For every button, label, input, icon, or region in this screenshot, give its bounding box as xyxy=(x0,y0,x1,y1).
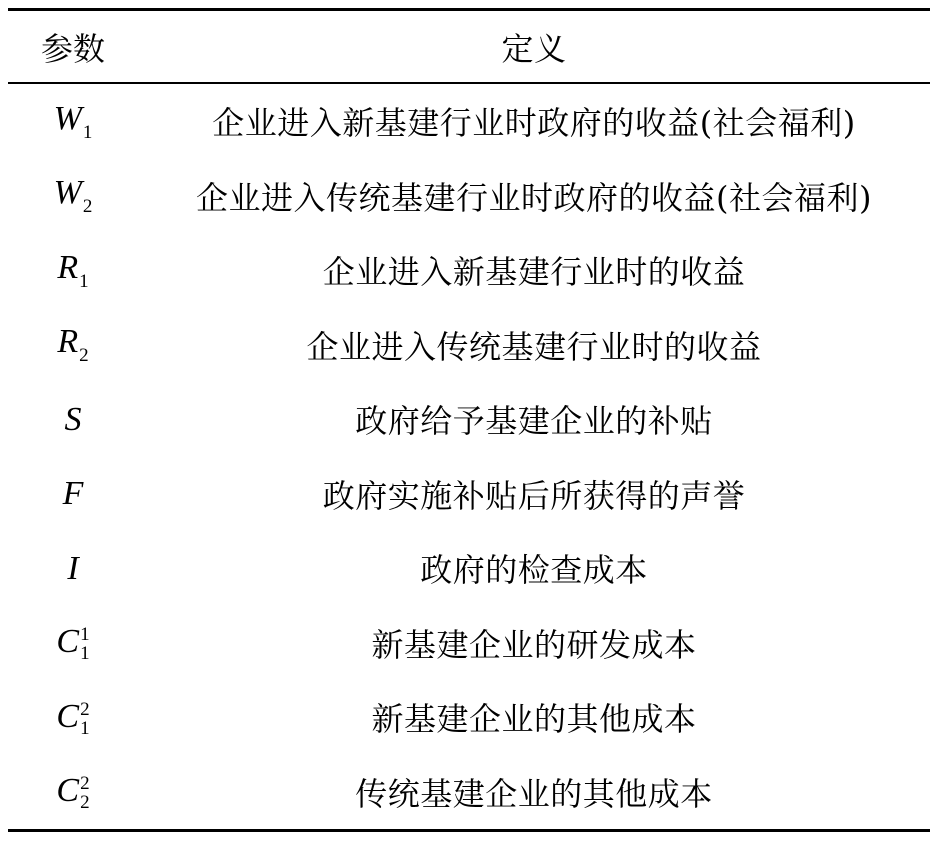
table-row xyxy=(8,382,930,457)
symbol xyxy=(63,475,84,513)
param-symbol xyxy=(8,771,138,812)
param-symbol xyxy=(8,697,138,738)
param-symbol xyxy=(8,622,138,663)
table-row xyxy=(8,84,930,159)
param-definition: 政府的检查成本 xyxy=(420,551,648,590)
param-definition: 企业进入新基建行业时的收益 xyxy=(322,253,746,292)
symbol xyxy=(56,623,89,663)
symbol xyxy=(67,550,78,588)
param-symbol xyxy=(8,549,138,588)
symbol-subscript: 2 xyxy=(82,196,93,218)
symbol xyxy=(56,698,89,738)
header-param: 参数 xyxy=(40,29,105,68)
param-definition: 新基建企业的其他成本 xyxy=(371,700,697,739)
symbol-subscript: 2 xyxy=(79,345,89,367)
param-symbol xyxy=(8,248,138,293)
symbol-letter: R xyxy=(57,248,79,286)
param-definition: 新基建企业的研发成本 xyxy=(371,625,697,664)
table-row xyxy=(8,159,930,234)
symbol-subscript: 1 xyxy=(80,643,90,665)
param-symbol xyxy=(8,322,138,367)
symbol-subscript: 2 xyxy=(80,792,90,814)
table-body xyxy=(8,84,930,829)
table-row xyxy=(8,606,930,681)
symbol-letter: C xyxy=(56,697,80,735)
param-definition: 传统基建企业的其他成本 xyxy=(355,774,713,813)
param-symbol xyxy=(8,173,138,218)
symbol-scripts xyxy=(80,774,90,812)
symbol-subscript: 1 xyxy=(79,270,89,292)
symbol-superscript: 2 xyxy=(80,698,90,720)
table-row xyxy=(8,755,930,830)
table-bottom-rule xyxy=(8,829,930,832)
symbol-letter: R xyxy=(57,323,79,361)
symbol-superscript: 1 xyxy=(80,624,90,646)
param-symbol xyxy=(8,400,138,439)
symbol xyxy=(54,100,93,144)
symbol-scripts xyxy=(80,625,90,663)
table-row xyxy=(8,308,930,383)
param-definition: 企业进入传统基建行业时政府的收益(社会福利) xyxy=(196,178,872,217)
param-definition: 政府实施补贴后所获得的声誉 xyxy=(322,476,746,515)
symbol xyxy=(56,772,89,812)
table-row xyxy=(8,233,930,308)
param-symbol xyxy=(8,474,138,513)
symbol-subscript: 1 xyxy=(82,121,93,143)
table-row xyxy=(8,680,930,755)
symbol-letter: W xyxy=(53,99,82,137)
table-row xyxy=(8,531,930,606)
symbol-scripts xyxy=(80,700,90,738)
symbol-subscript: 1 xyxy=(80,717,90,739)
symbol xyxy=(57,249,88,293)
table-row xyxy=(8,457,930,532)
symbol-letter: C xyxy=(56,772,80,810)
symbol xyxy=(54,174,93,218)
symbol-letter: I xyxy=(67,549,79,587)
symbol-letter: W xyxy=(53,174,82,212)
param-definition: 政府给予基建企业的补贴 xyxy=(355,402,713,441)
symbol xyxy=(65,401,82,439)
symbol xyxy=(57,323,88,367)
parameter-table xyxy=(8,8,930,832)
param-definition: 企业进入传统基建行业时的收益 xyxy=(306,327,762,366)
param-symbol xyxy=(8,99,138,144)
symbol-letter: S xyxy=(64,400,82,438)
header-definition: 定义 xyxy=(501,29,567,68)
symbol-letter: F xyxy=(62,475,84,513)
symbol-letter: C xyxy=(56,623,80,661)
symbol-superscript: 2 xyxy=(80,773,90,795)
param-definition: 企业进入新基建行业时政府的收益(社会福利) xyxy=(212,104,856,143)
table-header-row xyxy=(8,11,930,82)
